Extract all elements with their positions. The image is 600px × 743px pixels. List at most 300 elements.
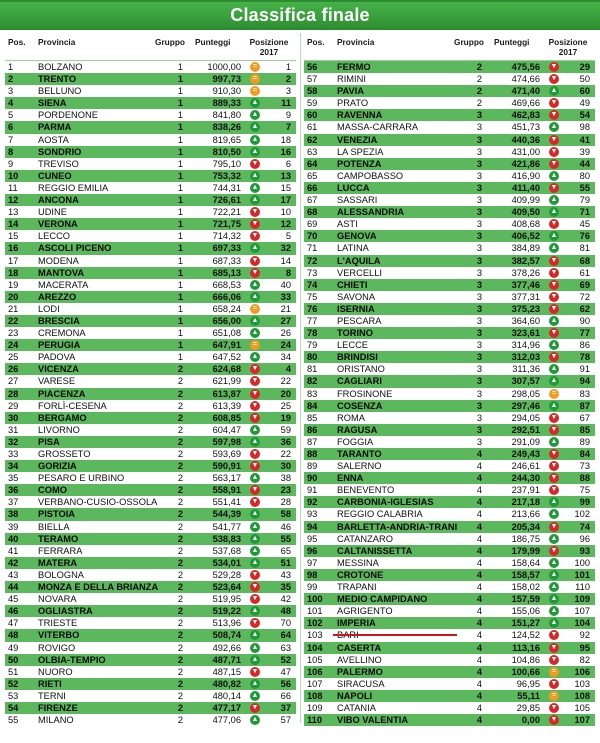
table-row xyxy=(304,363,595,375)
row-position: 97 xyxy=(307,557,318,568)
table-row xyxy=(5,230,296,242)
trend-up-icon: ▲ xyxy=(550,619,558,627)
row-group: 1 xyxy=(177,170,183,181)
table-row xyxy=(5,170,296,182)
table-row xyxy=(304,182,595,194)
header-points: Punteggi xyxy=(494,37,530,47)
left-column xyxy=(5,33,296,726)
row-prev-position: 93 xyxy=(579,545,590,556)
row-position: 94 xyxy=(307,521,318,532)
row-group: 3 xyxy=(476,364,482,375)
row-points: 613,87 xyxy=(212,388,241,399)
trend-down-icon: ▼ xyxy=(550,75,558,83)
row-group: 2 xyxy=(177,521,183,532)
trend-up-icon: ▲ xyxy=(251,111,259,119)
row-province: VICENZA xyxy=(38,364,79,375)
table-row xyxy=(304,714,595,726)
trend-up-icon: ▲ xyxy=(251,474,259,482)
row-group: 1 xyxy=(177,134,183,145)
row-prev-position: 16 xyxy=(280,146,291,157)
row-province: LECCO xyxy=(38,231,71,242)
row-prev-position: 39 xyxy=(579,146,590,157)
row-group: 1 xyxy=(177,328,183,339)
row-points: 237,91 xyxy=(511,485,540,496)
trend-up-icon: ▲ xyxy=(550,171,558,179)
header-pos: Pos. xyxy=(8,37,26,47)
trend-down-icon: ▼ xyxy=(550,450,558,457)
row-position: 16 xyxy=(8,243,19,254)
table-row xyxy=(304,581,595,593)
row-province: ASCOLI PICENO xyxy=(38,243,112,254)
row-province: MACERATA xyxy=(38,279,89,290)
row-position: 42 xyxy=(8,557,19,568)
row-position: 91 xyxy=(307,485,318,496)
row-position: 79 xyxy=(307,340,318,351)
row-position: 32 xyxy=(8,436,19,447)
row-points: 411,40 xyxy=(512,182,540,193)
row-group: 2 xyxy=(177,436,183,447)
row-province: FORLÌ-CESENA xyxy=(38,400,107,411)
trend-up-icon: ▲ xyxy=(251,171,259,179)
row-position: 84 xyxy=(307,400,318,411)
trend-down-icon: ▼ xyxy=(550,679,558,687)
trend-up-icon: ▲ xyxy=(550,208,558,216)
row-group: 3 xyxy=(476,134,482,145)
trend-down-icon: ▼ xyxy=(251,159,259,167)
table-row xyxy=(304,424,595,436)
row-province: IMPERIA xyxy=(337,618,376,629)
row-group: 2 xyxy=(177,618,183,629)
row-group: 2 xyxy=(177,424,183,435)
row-points: 544,39 xyxy=(212,509,241,520)
row-prev-position: 55 xyxy=(579,182,590,193)
row-prev-position: 88 xyxy=(579,473,590,484)
row-province: BRESCIA xyxy=(38,315,80,326)
row-prev-position: 2 xyxy=(285,74,291,85)
table-row xyxy=(304,569,595,581)
row-prev-position: 68 xyxy=(579,255,590,266)
row-prev-position: 22 xyxy=(280,449,291,459)
row-prev-position: 5 xyxy=(285,231,291,242)
trend-down-icon: ▼ xyxy=(251,268,259,276)
row-province: VENEZIA xyxy=(337,134,378,145)
row-position: 95 xyxy=(307,533,318,544)
row-group: 1 xyxy=(177,219,183,230)
row-position: 40 xyxy=(8,533,19,544)
row-group: 2 xyxy=(476,74,482,85)
trend-down-icon: ▼ xyxy=(251,450,259,457)
table-row xyxy=(5,702,296,714)
row-group: 4 xyxy=(476,449,482,459)
table-row xyxy=(304,508,595,520)
table-row xyxy=(5,327,296,339)
row-group: 2 xyxy=(177,400,183,411)
row-position: 83 xyxy=(307,388,318,399)
row-position: 69 xyxy=(307,219,318,230)
row-prev-position: 3 xyxy=(285,86,291,97)
row-points: 487,71 xyxy=(212,654,241,665)
row-prev-position: 104 xyxy=(574,618,590,629)
row-prev-position: 54 xyxy=(579,110,590,121)
row-points: 416,90 xyxy=(511,170,540,181)
row-position: 48 xyxy=(8,630,19,641)
row-points: 519,95 xyxy=(212,594,241,605)
row-points: 307,57 xyxy=(511,376,540,387)
row-points: 753,32 xyxy=(212,170,241,181)
table-row xyxy=(5,678,296,690)
row-group: 1 xyxy=(177,110,183,121)
row-group: 1 xyxy=(177,122,183,133)
table-row xyxy=(5,303,296,315)
row-province: OGLIASTRA xyxy=(38,606,93,617)
row-points: 477,06 xyxy=(212,715,241,726)
row-points: 471,40 xyxy=(511,86,540,97)
row-prev-position: 64 xyxy=(280,630,291,641)
row-position: 1 xyxy=(8,62,14,72)
row-prev-position: 24 xyxy=(280,340,291,351)
row-group: 4 xyxy=(476,630,482,641)
row-points: 409,99 xyxy=(511,195,540,206)
row-prev-position: 79 xyxy=(579,195,590,206)
table-row xyxy=(5,206,296,218)
row-points: 519,22 xyxy=(212,606,241,617)
row-province: TREVISO xyxy=(38,158,79,169)
row-province: UDINE xyxy=(38,207,67,218)
row-position: 37 xyxy=(8,497,19,508)
row-group: 2 xyxy=(177,545,183,556)
row-prev-position: 74 xyxy=(579,521,590,532)
row-position: 63 xyxy=(307,146,318,157)
row-group: 2 xyxy=(476,86,482,97)
row-points: 726,61 xyxy=(212,195,241,206)
row-prev-position: 109 xyxy=(574,594,590,605)
row-prev-position: 91 xyxy=(579,364,590,375)
row-group: 1 xyxy=(177,182,183,193)
row-position: 86 xyxy=(307,424,318,435)
row-points: 597,98 xyxy=(212,436,241,447)
row-position: 23 xyxy=(8,328,19,339)
row-position: 76 xyxy=(307,303,318,314)
table-row xyxy=(304,61,595,73)
table-row xyxy=(5,642,296,654)
row-province: CASERTA xyxy=(337,642,382,653)
row-province: TRENTO xyxy=(38,74,77,85)
row-position: 54 xyxy=(8,702,19,713)
row-points: 409,50 xyxy=(511,207,540,218)
row-province: PISA xyxy=(38,436,60,447)
trend-up-icon: ▲ xyxy=(550,365,558,373)
trend-down-icon: ▼ xyxy=(550,474,558,482)
header-points: Punteggi xyxy=(195,37,231,47)
row-province: SAVONA xyxy=(337,291,376,302)
row-province: PERUGIA xyxy=(38,340,81,351)
row-points: 462,83 xyxy=(511,110,540,121)
row-position: 109 xyxy=(307,702,323,713)
row-group: 2 xyxy=(177,715,183,726)
row-group: 3 xyxy=(476,400,482,411)
header-province: Provincia xyxy=(38,37,76,47)
row-prev-position: 105 xyxy=(574,702,590,713)
trend-down-icon: ▼ xyxy=(251,208,259,216)
row-province: LUCCA xyxy=(337,182,370,193)
row-group: 3 xyxy=(476,376,482,387)
row-province: PALERMO xyxy=(337,666,383,677)
row-prev-position: 49 xyxy=(579,98,590,109)
row-points: 244,30 xyxy=(511,473,540,484)
row-group: 2 xyxy=(177,606,183,617)
trend-up-icon: ▲ xyxy=(550,583,558,591)
row-prev-position: 89 xyxy=(579,436,590,447)
row-group: 2 xyxy=(177,533,183,544)
row-prev-position: 29 xyxy=(579,62,590,72)
row-points: 480,14 xyxy=(212,690,241,701)
row-points: 312,03 xyxy=(511,352,540,363)
row-prev-position: 27 xyxy=(280,315,291,326)
trend-up-icon: ▲ xyxy=(251,147,259,155)
row-points: 537,68 xyxy=(212,545,241,556)
row-position: 65 xyxy=(307,170,318,181)
row-position: 28 xyxy=(8,388,19,399)
table-row xyxy=(5,388,296,400)
row-province: VERONA xyxy=(38,219,78,230)
row-province: SALERNO xyxy=(337,461,382,472)
row-points: 910,30 xyxy=(212,86,241,97)
row-points: 621,99 xyxy=(212,376,241,387)
table-row xyxy=(304,134,595,146)
row-group: 3 xyxy=(476,340,482,351)
row-province: AREZZO xyxy=(38,291,77,302)
row-points: 529,28 xyxy=(212,569,241,580)
row-points: 666,06 xyxy=(212,291,241,302)
row-province: PORDENONE xyxy=(38,110,98,121)
row-prev-position: 44 xyxy=(579,158,590,169)
trend-up-icon: ▲ xyxy=(251,679,259,687)
row-province: GORIZIA xyxy=(38,461,77,472)
table-row xyxy=(304,242,595,254)
trend-up-icon: ▲ xyxy=(251,716,259,724)
row-group: 2 xyxy=(177,557,183,568)
row-position: 87 xyxy=(307,436,318,447)
row-points: 382,57 xyxy=(511,255,540,266)
ranking-list-left xyxy=(5,60,296,726)
row-points: 624,68 xyxy=(212,364,241,375)
row-province: MESSINA xyxy=(337,557,379,568)
table-row xyxy=(5,255,296,267)
row-province: RIETI xyxy=(38,678,62,689)
row-group: 2 xyxy=(177,497,183,508)
row-points: 492,66 xyxy=(212,642,241,653)
row-province: MANTOVA xyxy=(38,267,85,278)
table-row xyxy=(5,690,296,702)
row-position: 18 xyxy=(8,267,19,278)
row-province: RAGUSA xyxy=(337,424,378,435)
trend-eq-icon: = xyxy=(549,667,559,677)
row-points: 96,95 xyxy=(516,678,540,689)
row-prev-position: 107 xyxy=(574,715,590,726)
table-row xyxy=(5,545,296,557)
row-points: 124,52 xyxy=(511,630,540,641)
row-points: 508,74 xyxy=(212,630,241,641)
table-row xyxy=(304,545,595,557)
row-position: 25 xyxy=(8,352,19,363)
row-points: 217,18 xyxy=(511,497,540,508)
row-prev-position: 36 xyxy=(280,436,291,447)
row-province: VERBANO-CUSIO-OSSOLA xyxy=(38,497,158,508)
row-prev-position: 46 xyxy=(280,521,291,532)
table-row xyxy=(5,436,296,448)
row-points: 538,83 xyxy=(212,533,241,544)
row-points: 55,11 xyxy=(517,690,540,701)
row-prev-position: 30 xyxy=(280,461,291,472)
trend-eq-icon: = xyxy=(250,86,260,96)
row-points: 377,46 xyxy=(511,279,540,290)
row-position: 89 xyxy=(307,461,318,472)
row-group: 3 xyxy=(476,207,482,218)
row-prev-position: 85 xyxy=(579,424,590,435)
table-row xyxy=(304,605,595,617)
row-prev-position: 61 xyxy=(579,267,590,278)
row-province: MASSA-CARRARA xyxy=(337,122,419,133)
header-prev-position: Posizione 2017 xyxy=(249,37,289,57)
row-position: 51 xyxy=(8,666,19,677)
row-group: 1 xyxy=(177,243,183,254)
table-row xyxy=(5,194,296,206)
trend-up-icon: ▲ xyxy=(251,655,259,663)
trend-eq-icon: = xyxy=(549,691,559,701)
row-province: COMO xyxy=(38,485,67,496)
header-group: Gruppo xyxy=(155,37,185,47)
row-province: TARANTO xyxy=(337,449,382,459)
row-position: 107 xyxy=(307,678,323,689)
trend-up-icon: ▲ xyxy=(550,595,558,603)
table-row xyxy=(5,484,296,496)
row-position: 41 xyxy=(8,545,19,556)
row-position: 12 xyxy=(8,195,19,206)
table-row xyxy=(5,569,296,581)
row-province: ROVIGO xyxy=(38,642,76,653)
row-prev-position: 108 xyxy=(574,690,590,701)
row-group: 4 xyxy=(476,557,482,568)
row-prev-position: 14 xyxy=(280,255,291,266)
trend-up-icon: ▲ xyxy=(251,510,259,518)
row-province: PADOVA xyxy=(38,352,76,363)
row-points: 647,91 xyxy=(212,340,241,351)
row-prev-position: 59 xyxy=(280,424,291,435)
row-province: VARESE xyxy=(38,376,76,387)
row-points: 421,86 xyxy=(511,158,540,169)
row-group: 1 xyxy=(177,86,183,97)
row-group: 3 xyxy=(476,158,482,169)
row-points: 997,73 xyxy=(212,74,241,85)
row-position: 98 xyxy=(307,569,318,580)
row-prev-position: 40 xyxy=(280,279,291,290)
trend-up-icon: ▲ xyxy=(550,534,558,542)
row-province: BERGAMO xyxy=(38,412,87,423)
row-group: 4 xyxy=(476,618,482,629)
row-province: GROSSETO xyxy=(38,449,91,459)
table-row xyxy=(5,242,296,254)
row-province: NOVARA xyxy=(38,594,77,605)
trend-up-icon: ▲ xyxy=(550,498,558,506)
row-prev-position: 84 xyxy=(579,449,590,459)
table-row xyxy=(304,557,595,569)
row-position: 53 xyxy=(8,690,19,701)
underline-mark xyxy=(333,634,457,636)
row-province: CALTANISSETTA xyxy=(337,545,413,556)
row-points: 668,53 xyxy=(212,279,241,290)
row-prev-position: 107 xyxy=(574,606,590,617)
table-row xyxy=(304,85,595,97)
row-province: PARMA xyxy=(38,122,72,133)
row-position: 8 xyxy=(8,146,14,157)
table-row xyxy=(304,218,595,230)
row-group: 2 xyxy=(177,412,183,423)
row-province: FROSINONE xyxy=(337,388,393,399)
row-province: RAVENNA xyxy=(337,110,383,121)
row-prev-position: 52 xyxy=(280,654,291,665)
row-prev-position: 77 xyxy=(579,328,590,339)
row-group: 3 xyxy=(476,352,482,363)
row-position: 39 xyxy=(8,521,19,532)
trend-up-icon: ▲ xyxy=(251,558,259,566)
row-group: 3 xyxy=(476,267,482,278)
table-row xyxy=(5,666,296,678)
row-prev-position: 81 xyxy=(579,243,590,254)
table-row xyxy=(304,255,595,267)
table-row xyxy=(304,279,595,291)
row-group: 3 xyxy=(476,303,482,314)
row-province: SIRACUSA xyxy=(337,678,385,689)
row-points: 0,00 xyxy=(521,715,540,726)
table-row xyxy=(304,472,595,484)
row-prev-position: 60 xyxy=(579,86,590,97)
row-points: 297,46 xyxy=(511,400,540,411)
row-position: 59 xyxy=(307,98,318,109)
row-group: 2 xyxy=(177,630,183,641)
trend-up-icon: ▲ xyxy=(251,425,259,433)
row-group: 2 xyxy=(177,509,183,520)
row-province: PESCARA xyxy=(337,315,382,326)
row-points: 889,33 xyxy=(212,98,241,109)
trend-up-icon: ▲ xyxy=(251,353,259,361)
row-position: 50 xyxy=(8,654,19,665)
row-group: 4 xyxy=(476,642,482,653)
row-points: 744,31 xyxy=(212,182,241,193)
row-points: 477,17 xyxy=(212,702,241,713)
row-prev-position: 90 xyxy=(579,315,590,326)
row-group: 4 xyxy=(476,485,482,496)
row-prev-position: 37 xyxy=(280,702,291,713)
trend-up-icon: ▲ xyxy=(251,546,259,554)
row-points: 838,26 xyxy=(212,122,241,133)
table-row xyxy=(5,496,296,508)
row-position: 57 xyxy=(307,74,318,85)
row-group: 3 xyxy=(476,170,482,181)
trend-down-icon: ▼ xyxy=(251,619,259,627)
row-position: 73 xyxy=(307,267,318,278)
row-points: 658,24 xyxy=(212,303,241,314)
row-prev-position: 63 xyxy=(280,642,291,653)
trend-down-icon: ▼ xyxy=(251,365,259,373)
row-group: 4 xyxy=(476,594,482,605)
trend-up-icon: ▲ xyxy=(251,123,259,131)
row-province: PAVIA xyxy=(337,86,365,97)
table-row xyxy=(304,666,595,678)
row-prev-position: 83 xyxy=(579,388,590,399)
trend-up-icon: ▲ xyxy=(251,99,259,107)
trend-down-icon: ▼ xyxy=(550,413,558,421)
row-points: 687,33 xyxy=(212,255,241,266)
